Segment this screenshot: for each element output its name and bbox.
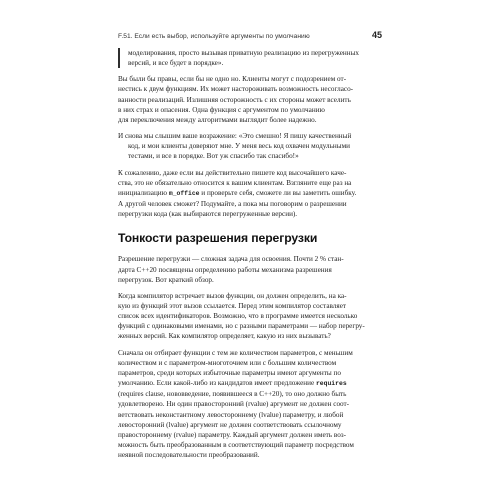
running-title: F.51. Если есть выбор, используйте аргументы по умолчанию [118,33,310,40]
text-line [118,188,382,199]
text-line: Разрешение перегрузки — сложная задача для освоения. Почти 2 % стан- [118,255,344,264]
inline-text: и проверьте себя, сможете ли вы заметить ошибку. [199,188,357,197]
paragraph [118,291,382,342]
text-line: список всех идентификаторов. Возможно, что в программе имеется несколько [118,312,358,321]
text-line: (requires clause, нововведение, появившееся в C++20), то оно должно быть [118,390,347,399]
text-line: ванности реализаций. Излишняя осторожность с их стороны может вселить [118,95,351,104]
text-line: ветствовать неконстантному левостороннему (lvalue) параметру, и любой [118,410,344,419]
text-line: К сожалению, даже если вы действительно пишете код высочайшего каче- [118,168,347,177]
paragraph [118,254,382,284]
text-line [118,378,382,389]
paragraph [118,168,382,220]
text-line: можность быть преобразованным в соответствующий параметр посредством [118,441,354,449]
page-header [118,30,382,40]
quote-line: код, и мои клиенты доверяют мне. У меня весь код охвачен модульными [128,142,350,151]
text-line: женных версий. Как компилятор определяет, какую из них вызывать? [118,332,331,341]
text-line: параметров, среди которых избыточные параметры имеют аргументы по [118,368,341,377]
text-line: ства, это не обязательно относится к вашим клиентам. Взгляните еще раз на [118,178,352,187]
inline-text: инициализацию [118,188,169,197]
section-heading: Тонкости разрешения перегрузки [118,231,318,246]
text-line: в них страх и опасения. Одна функция с аргументом по умолчанию [118,105,325,114]
text-line: Сначала он отбирает функции с тем же количеством параметров, с меньшим [118,348,353,357]
text-line: Вы были бы правы, если бы не одно но. Клиенты могут с подозрением от- [118,75,347,84]
text-line: нестись к двум функциям. Их может настороживать возможность несогласо- [118,85,354,94]
text-line: моделирования, просто вызывая приватную реализацию из перегруженных [128,49,360,57]
page-content [118,48,382,460]
inline-code: requires [315,380,347,388]
quote-line: тестами, и все в порядке. Вот уж спасибо так спасибо!» [128,152,299,161]
inline-code: m_office [168,189,200,197]
sidebar-quote-block [118,48,382,68]
text-line: А другой человек сможет? Подумайте, а пока мы поговорим о разрешении [118,200,347,209]
text-line: И снова мы слышим ваше возражение: «Это смешно! Я пишу качественный [118,132,352,141]
page-number: 45 [371,30,382,40]
paragraph [118,348,382,461]
paragraph [118,131,382,161]
text-line: версий, и все будет в порядке». [128,59,224,68]
text-line: правостороннему (rvalue) параметру. Каждый аргумент должен иметь воз- [118,430,347,439]
text-line: Когда компилятор встречает вызов функции, он должен определить, на ка- [118,291,347,300]
text-line: удовлетворено. Ни один правосторонний (rvalue) аргумент не должен соот- [118,400,350,409]
text-line: перегрузки кода (как выбираются перегруженные версии). [118,210,298,219]
text-line: функций с одинаковыми именами, но с разными параметрами — набор перегру- [118,322,365,331]
text-line: для переключения между алгоритмами выглядит более надежно. [118,115,317,124]
text-line: неявной последовательности преобразований. [118,451,260,460]
text-line: перегрузок. Вот краткий обзор. [118,275,214,284]
text-line: кую из функций этот вызов ссылается. Перед этим компилятор составляет [118,301,347,310]
text-line: количеством и с параметром-многоточием или с большим количеством [118,358,337,367]
text-line: дарта C++20 посвящены определению работы механизма разрешения [118,265,332,274]
text-line: левосторонний (lvalue) аргумент не должен соответствовать ссылочному [118,420,342,429]
inline-text: умолчанию. Если какой-либо из кандидатов имеет предложение [118,379,316,388]
paragraph [118,74,382,125]
